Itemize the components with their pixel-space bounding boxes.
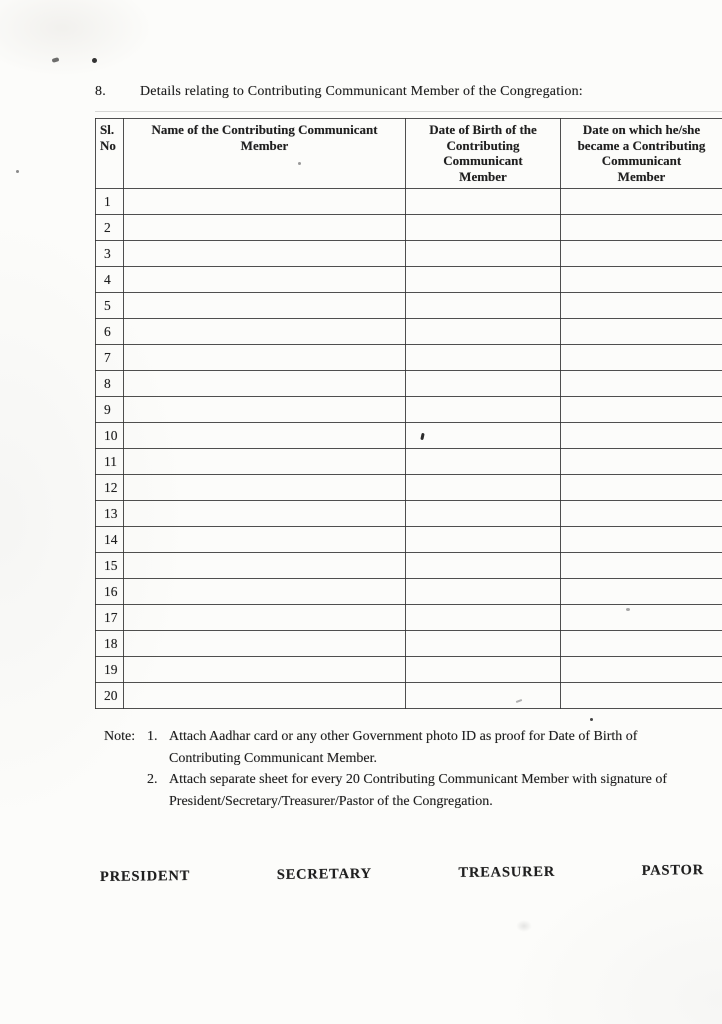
table-row [96,319,722,345]
cell-name [124,449,406,475]
cell-sl-no: 12 [96,475,124,501]
signature-president: PRESIDENT [99,867,191,885]
note-item [147,769,667,812]
cell-date-of-birth [406,605,561,631]
table-row [96,605,722,631]
cell-name [124,553,406,579]
scan-artifact [590,718,593,721]
cell-name [124,683,406,709]
cell-sl-no: 15 [96,553,124,579]
cell-sl-no: 11 [96,449,124,475]
table-row [96,449,722,475]
cell-name [124,579,406,605]
cell-date-became [561,397,722,423]
cell-date-became [561,241,722,267]
note-item-number: 2. [147,772,158,787]
header-line: Member [617,168,666,184]
header-line: Sl. [100,122,115,137]
cell-date-of-birth [406,631,561,657]
table-row [96,631,722,657]
note-item-text [169,769,667,812]
header-line: Contributing [446,137,520,153]
cell-date-of-birth [406,319,561,345]
scan-artifact [516,920,532,932]
cell-date-became [561,553,722,579]
cell-date-became [561,475,722,501]
cell-name [124,241,406,267]
col-header-sl-no [96,119,124,189]
table-row [96,215,722,241]
cell-name [124,319,406,345]
cell-date-became [561,683,722,709]
scan-artifact [16,170,19,173]
cell-date-became [561,293,722,319]
header-line: Communicant [443,153,523,168]
table-row [96,397,722,423]
header-line: Date on which he/she [582,122,701,137]
note-line: Contributing Communicant Member. [169,750,378,766]
cell-date-became [561,501,722,527]
header-line: became a Contributing [577,137,706,153]
col-header-date-of-birth [406,119,561,189]
cell-date-became [561,371,722,397]
cell-name [124,423,406,449]
cell-date-became [561,267,722,293]
cell-name [124,605,406,631]
cell-name [124,293,406,319]
cell-name [124,345,406,371]
table-row [96,189,722,215]
cell-date-of-birth [406,371,561,397]
cell-date-became [561,319,722,345]
note-label: Note: [104,729,136,744]
cell-date-of-birth [406,683,561,709]
col-header-date-became [561,119,722,189]
note-section [104,726,667,812]
table-row [96,371,722,397]
cell-sl-no: 5 [96,293,124,319]
table-row [96,293,722,319]
cell-sl-no: 8 [96,371,124,397]
signature-row [100,862,704,886]
note-line: Attach Aadhar card or any other Government photo ID as proof for Date of Birth of [169,729,638,744]
cell-date-became [561,189,722,215]
cell-date-of-birth [406,241,561,267]
signature-treasurer: TREASURER [458,863,556,881]
cell-date-of-birth [406,449,561,475]
table-row [96,553,722,579]
table-row [96,579,722,605]
cell-date-of-birth [406,215,561,241]
cell-date-of-birth [406,293,561,319]
cell-date-became [561,215,722,241]
cell-date-of-birth [406,657,561,683]
cell-date-of-birth [406,345,561,371]
col-header-name [124,119,406,189]
cell-sl-no: 4 [96,267,124,293]
note-line: President/Secretary/Treasurer/Pastor of the Congregation. [169,793,493,809]
cell-sl-no: 7 [96,345,124,371]
note-item-text [169,726,637,769]
header-line: Member [459,168,507,184]
scan-artifact [52,57,60,63]
scan-artifact [95,111,722,112]
cell-date-of-birth [406,527,561,553]
scan-artifact [92,58,97,63]
cell-date-became [561,345,722,371]
header-line: Communicant [601,153,682,168]
cell-date-became [561,423,722,449]
table-row [96,657,722,683]
header-line: No [100,137,116,153]
cell-sl-no: 20 [96,683,124,709]
cell-name [124,397,406,423]
cell-name [124,215,406,241]
cell-date-of-birth [406,397,561,423]
table-row [96,527,722,553]
cell-date-of-birth [406,475,561,501]
cell-name [124,267,406,293]
section-heading [95,84,583,100]
cell-date-became [561,527,722,553]
cell-name [124,657,406,683]
cell-sl-no: 13 [96,501,124,527]
cell-date-became [561,579,722,605]
table-row [96,683,722,709]
cell-name [124,501,406,527]
cell-sl-no: 1 [96,189,124,215]
note-items [147,726,667,812]
note-item-number: 1. [147,729,158,744]
table-row [96,241,722,267]
table-header-row [96,119,722,189]
cell-date-became [561,657,722,683]
cell-date-of-birth [406,501,561,527]
cell-date-of-birth [406,423,561,449]
cell-sl-no: 14 [96,527,124,553]
signature-secretary: SECRETARY [276,865,372,883]
table-body [96,189,722,709]
table-row [96,423,722,449]
cell-sl-no: 2 [96,215,124,241]
cell-sl-no: 18 [96,631,124,657]
cell-sl-no: 9 [96,397,124,423]
note-line: Attach separate sheet for every 20 Contributing Communicant Member with signature of [169,772,668,787]
section-number: 8. [95,84,106,99]
cell-sl-no: 6 [96,319,124,345]
cell-name [124,189,406,215]
cell-sl-no: 16 [96,579,124,605]
table-row [96,345,722,371]
header-line: Member [240,137,289,153]
communicant-members-table [95,118,722,709]
header-line: Name of the Contributing Communicant [151,122,378,137]
cell-date-became [561,631,722,657]
cell-date-of-birth [406,579,561,605]
cell-sl-no: 17 [96,605,124,631]
cell-date-of-birth [406,267,561,293]
table-row [96,475,722,501]
cell-name [124,527,406,553]
cell-date-of-birth [406,553,561,579]
cell-date-became [561,605,722,631]
table-row [96,501,722,527]
cell-date-became [561,449,722,475]
cell-sl-no: 19 [96,657,124,683]
signature-pastor: PASTOR [641,862,705,879]
cell-date-of-birth [406,189,561,215]
cell-sl-no: 3 [96,241,124,267]
cell-name [124,631,406,657]
table-row [96,267,722,293]
cell-sl-no: 10 [96,423,124,449]
header-line: Date of Birth of the [429,122,537,137]
cell-name [124,371,406,397]
cell-name [124,475,406,501]
note-item [147,726,667,769]
section-heading-text: Details relating to Contributing Communicant Member of the Congregation: [140,84,583,99]
